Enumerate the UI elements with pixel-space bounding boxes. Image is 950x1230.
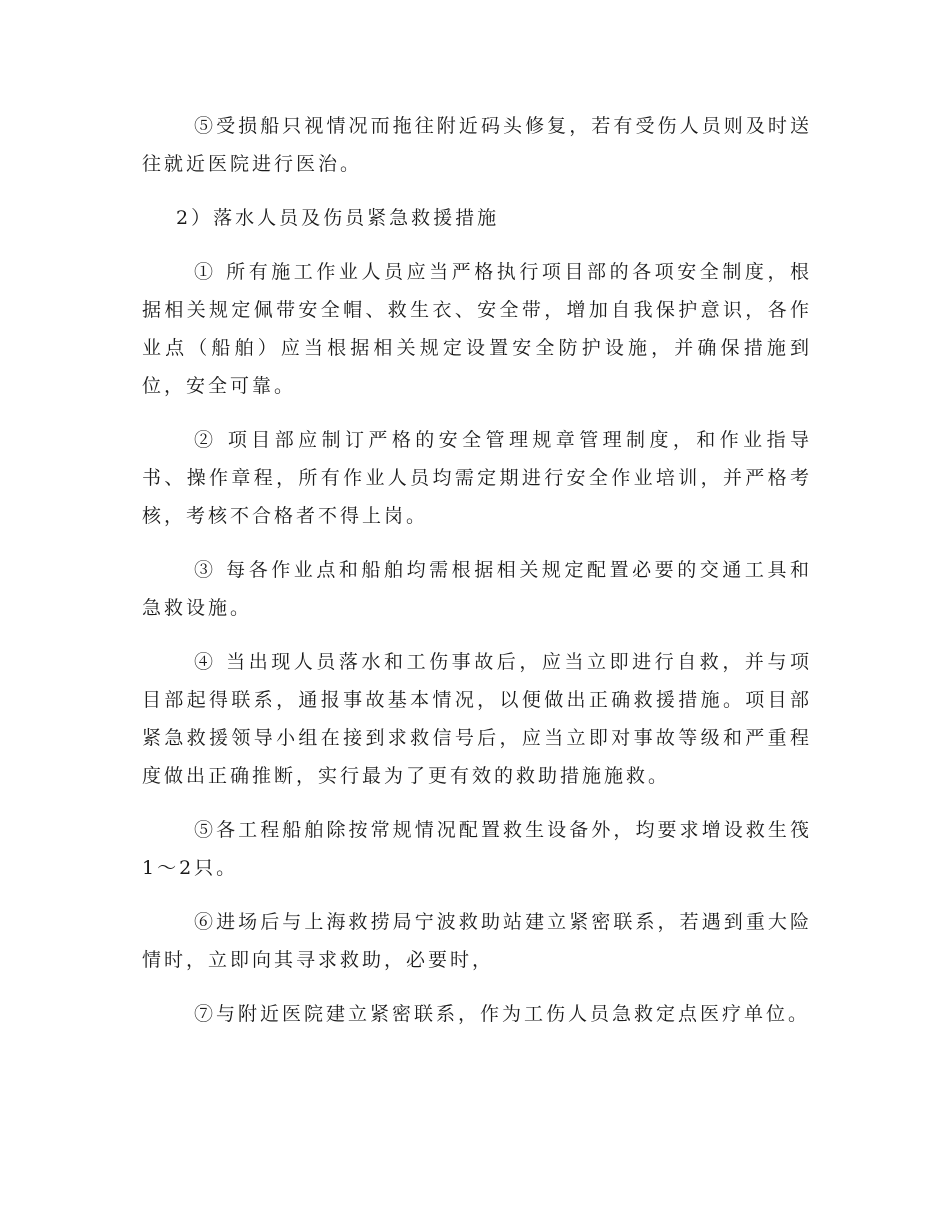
paragraph-life-rafts: ⑤各工程船舶除按常规情况配置救生设备外，均要求增设救生筏1～2只。	[142, 819, 812, 879]
paragraph-transport-first-aid: ③ 每各作业点和船舶均需根据相关规定配置必要的交通工具和急救设施。	[142, 559, 812, 619]
document-body	[142, 107, 812, 1049]
paragraph-safety-equipment: ① 所有施工作业人员应当严格执行项目部的各项安全制度，根据相关规定佩带安全帽、救生衣、安全带，增加自我保护意识，各作业点（船舶）应当根据相关规定设置安全防护设施，并确保措施到位，安全可靠。	[142, 261, 812, 397]
paragraph-safety-regulations: ② 项目部应制订严格的安全管理规章管理制度，和作业指导书、操作章程，所有作业人员均需定期进行安全作业培训，并严格考核，考核不合格者不得上岗。	[142, 429, 812, 527]
paragraph-hospital-contact: ⑦与附近医院建立紧密联系，作为工伤人员急救定点医疗单位。	[194, 1003, 811, 1025]
paragraph-accident-response: ④ 当出现人员落水和工伤事故后，应当立即进行自救，并与项目部起得联系，通报事故基本情况，以便做出正确救援措施。项目部紧急救援领导小组在接到求救信号后，应当立即对事故等级和严重程度做出正确推断，实行最为了更有效的救助措施施救。	[142, 651, 812, 787]
paragraph-rescue-station-contact: ⑥进场后与上海救捞局宁波救助站建立紧密联系，若遇到重大险情时，立即向其寻求救助，必要时，	[142, 911, 812, 971]
section-heading-rescue-measures: 2）落水人员及伤员紧急救援措施	[176, 207, 500, 229]
paragraph-damaged-vessel-repair: ⑤受损船只视情况而拖往附近码头修复，若有受伤人员则及时送往就近医院进行医治。	[142, 115, 812, 175]
